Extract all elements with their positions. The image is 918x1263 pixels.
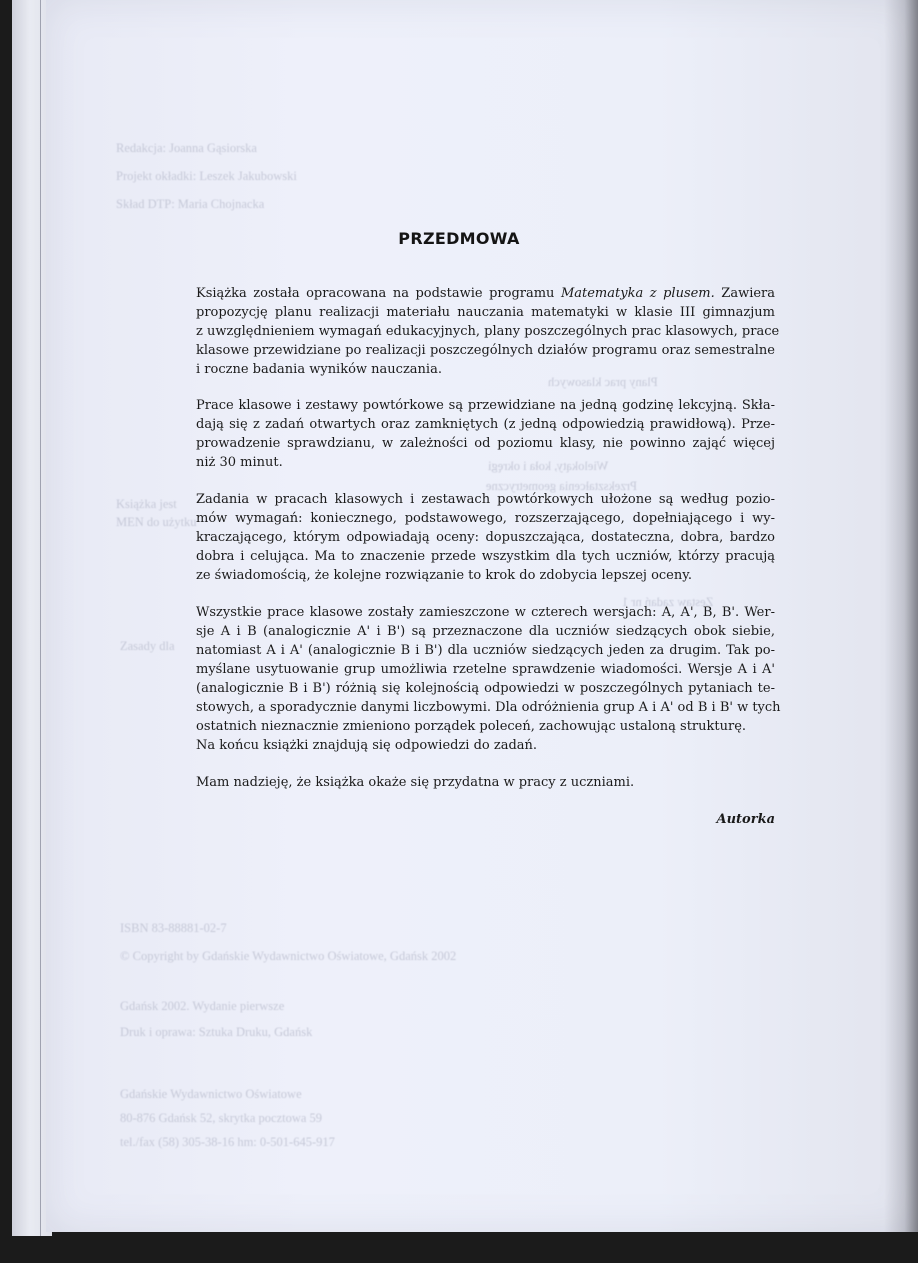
text-line: niż 30 minut.	[196, 455, 283, 470]
ghost-line: Gdańskie Wydawnictwo Oświatowe	[120, 1087, 302, 1101]
paragraph-3	[196, 490, 775, 585]
paragraph-4	[196, 603, 781, 755]
text-line: ostatnich nieznacznie zmieniono porządek poleceń, zachowując ustaloną strukturę.	[196, 719, 747, 734]
text-line: Mam nadzieję, że książka okaże się przydatna w pracy z uczniami.	[196, 775, 635, 790]
text-line	[196, 284, 775, 303]
text-line: prowadzenie sprawdzianu, w zależności od poziomu klasy, nie powinno zająć więcej	[196, 436, 775, 451]
ghost-line: Skład DTP: Maria Chojnacka	[116, 197, 265, 211]
ghost-line: Projekt okładki: Leszek Jakubowski	[116, 169, 297, 183]
ghost-line: © Copyright by Gdańskie Wydawnictwo Oświatowe, Gdańsk 2002	[120, 949, 457, 963]
ghost-line: 80-876 Gdańsk 52, skrytka pocztowa 59	[120, 1111, 323, 1125]
page-edge-line	[40, 0, 41, 1236]
text-line: kraczającego, którym odpowiadają oceny: dopuszczająca, dostateczna, dobra, bardzo	[196, 530, 775, 545]
preface-body	[196, 284, 781, 829]
signature-block	[196, 810, 775, 829]
text-line: Prace klasowe i zestawy powtórkowe są przewidziane na jedną godzinę lekcyjną. Skła-	[196, 398, 775, 413]
text-line: mów wymagań: koniecznego, podstawowego, rozszerzającego, dopełniającego i wy-	[196, 511, 775, 526]
text-line: z uwzględnieniem wymagań edukacyjnych, plany poszczególnych prac klasowych, prace	[196, 324, 780, 339]
text-line: Na końcu książki znajdują się odpowiedzi do zadań.	[196, 738, 538, 753]
ghost-line: MEN do użytku	[116, 515, 197, 529]
text-line: sje A i B (analogicznie A' i B') są przeznaczone dla uczniów siedzących obok siebie,	[196, 624, 775, 639]
text-span: Książka została opracowana na podstawie programu	[196, 286, 561, 301]
ghost-line: Zasady dla	[120, 639, 175, 653]
text-line: ze świadomością, że kolejne rozwiązanie to krok do zdobycia lepszej oceny.	[196, 568, 692, 583]
text-line: i roczne badania wyników nauczania.	[196, 362, 442, 377]
text-line: dają się z zadań otwartych oraz zamkniętych (z jedną odpowiedzią prawidłową). Prze-	[196, 417, 775, 432]
text-span: Zawiera	[714, 286, 776, 301]
ghost-line: Redakcja: Joanna Gąsiorska	[116, 141, 257, 155]
paragraph-5	[196, 773, 775, 792]
ghost-line: Książka jest	[116, 497, 177, 511]
paragraph-2	[196, 396, 775, 472]
paragraph-1	[196, 284, 780, 379]
binding-shadow	[884, 0, 918, 1232]
text-line: dobra i celująca. Ma to znaczenie przede wszystkim dla tych uczniów, którzy pracują	[196, 549, 775, 564]
ghost-line: tel./fax (58) 305-38-16 hm: 0-501-645-917	[120, 1135, 335, 1149]
text-line: Wszystkie prace klasowe zostały zamieszczone w czterech wersjach: A, A', B, B'. Wer-	[196, 605, 775, 620]
program-title: Matematyka z plusem.	[560, 286, 715, 301]
text-line: natomiast A i A' (analogicznie B i B') dla uczniów siedzących jeden za drugim. Tak po-	[196, 643, 775, 658]
text-line: (analogicznie B i B') różnią się kolejnością odpowiedzi w poszczególnych pytaniach te-	[196, 681, 775, 696]
page-title: PRZEDMOWA	[398, 229, 520, 248]
ghost-line: Wielokąty, koła i okręgi	[488, 459, 609, 473]
ghost-line: Zestaw zadań nr 1	[622, 595, 714, 609]
ghost-line: Plany prac klasowych	[548, 375, 658, 389]
text-line: klasowe przewidziane po realizacji poszczególnych działów programu oraz semestralne	[196, 343, 775, 358]
text-line: propozycję planu realizacji materiału nauczania matematyki w klasie III gimnazjum	[196, 305, 775, 320]
text-line: stowych, a sporadycznie danymi liczbowymi. Dla odróżnienia grup A i A' od B i B' w tych	[196, 700, 781, 715]
text-line: Zadania w pracach klasowych i zestawach powtórkowych ułożone są według pozio-	[196, 492, 775, 507]
ghost-line: Druk i oprawa: Sztuka Druku, Gdańsk	[120, 1025, 313, 1039]
author-signature: Autorka	[716, 812, 775, 827]
ghost-line: Gdańsk 2002. Wydanie pierwsze	[120, 999, 285, 1013]
text-line: myślane usytuowanie grup umożliwia rzetelne sprawdzenie wiadomości. Wersje A i A'	[196, 662, 775, 677]
ghost-line: Przekształcenia geometryczne	[486, 479, 637, 493]
ghost-line: ISBN 83-88881-02-7	[120, 921, 227, 935]
